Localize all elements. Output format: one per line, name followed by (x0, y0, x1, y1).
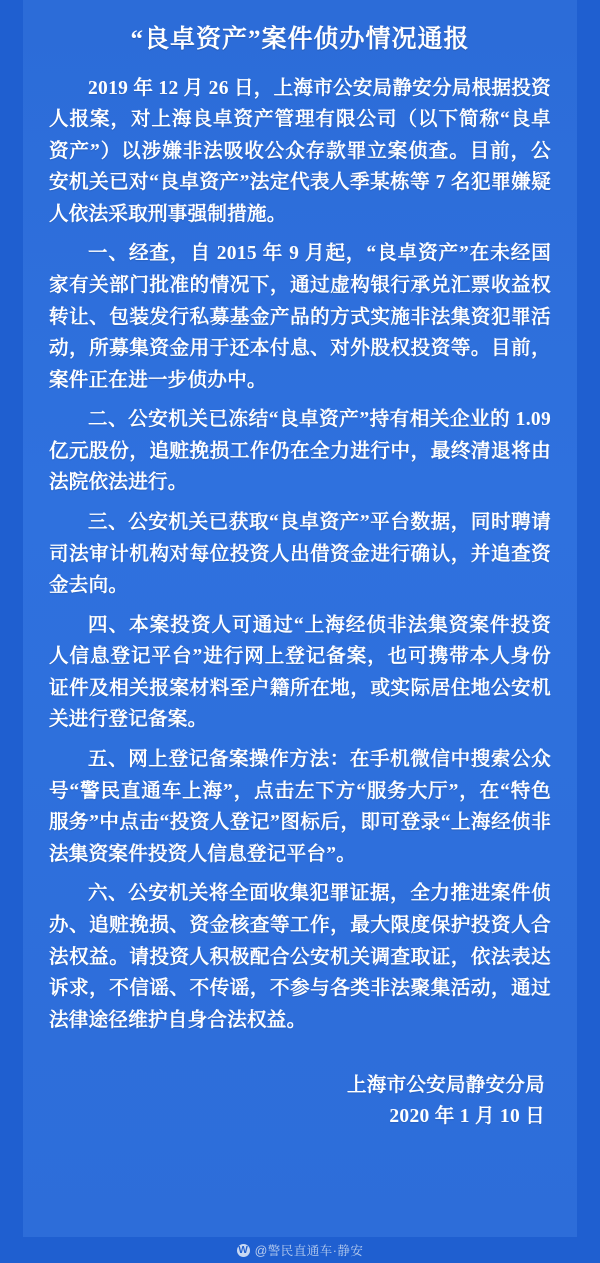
paragraph-item-1: 一、经查，自 2015 年 9 月起，“良卓资产”在未经国家有关部门批准的情况下，通过虚构银行承兑汇票收益权转让、包装发行私募基金产品的方式实施非法集资犯罪活动，所募集资金用于还本付息、对外股权投资等。目前，案件正在进一步侦办中。 (49, 243, 551, 391)
paragraph-item-5: 五、网上登记备案操作方法：在手机微信中搜索公众号“警民直通车上海”，点击左下方“服务大厅”，在“特色服务”中点击“投资人登记”图标后，即可登录“上海经侦非法集资案件投资人信息登记平台”。 (49, 749, 551, 865)
paragraph-item-4: 四、本案投资人可通过“上海经侦非法集资案件投资人信息登记平台”进行网上登记备案，也可携带本人身份证件及相关报案材料至户籍所在地，或实际居住地公安机关进行登记备案。 (49, 614, 551, 731)
paragraph-item-6: 六、公安机关将全面收集犯罪证据，全力推进案件侦办、追赃挽损、资金核查等工作，最大限度保护投资人合法权益。请投资人积极配合公安机关调查取证，依法表达诉求，不信谣、不传谣，不参与各类非法聚集活动，通过法律途径维护自身合法权益。 (49, 883, 551, 1031)
signature-organization: 上海市公安局静安分局 (346, 1075, 545, 1097)
page-title: “良卓资产”案件侦办情况通报 (130, 26, 470, 53)
notice-body (49, 73, 551, 1037)
paragraph-item-2: 二、公安机关已冻结“良卓资产”持有相关企业的 1.09 亿元股份，追赃挽损工作仍在全力进行中，最终清退将由法院依法进行。 (49, 409, 551, 494)
footer-account: @警民直通车·静安 (254, 1244, 364, 1258)
paragraph-intro: 2019 年 12 月 26 日，上海市公安局静安分局根据投资人报案，对上海良卓资产管理有限公司（以下简称“良卓资产”）以涉嫌非法吸收公众存款罪立案侦查。目前，公安机关已对“良卓资产”法定代表人季某栋等 7 名犯罪嫌疑人依法采取刑事强制措施。 (49, 77, 551, 225)
weibo-icon: W (238, 1244, 248, 1256)
signature-block (49, 1070, 551, 1132)
signature-date: 2020 年 1 月 10 日 (389, 1106, 545, 1128)
paragraph-item-3: 三、公安机关已获取“良卓资产”平台数据，同时聘请司法审计机构对每位投资人出借资金进行确认，并追查资金去向。 (49, 512, 551, 597)
notice-sheet (22, 0, 578, 1240)
footer-watermark (0, 1237, 600, 1263)
